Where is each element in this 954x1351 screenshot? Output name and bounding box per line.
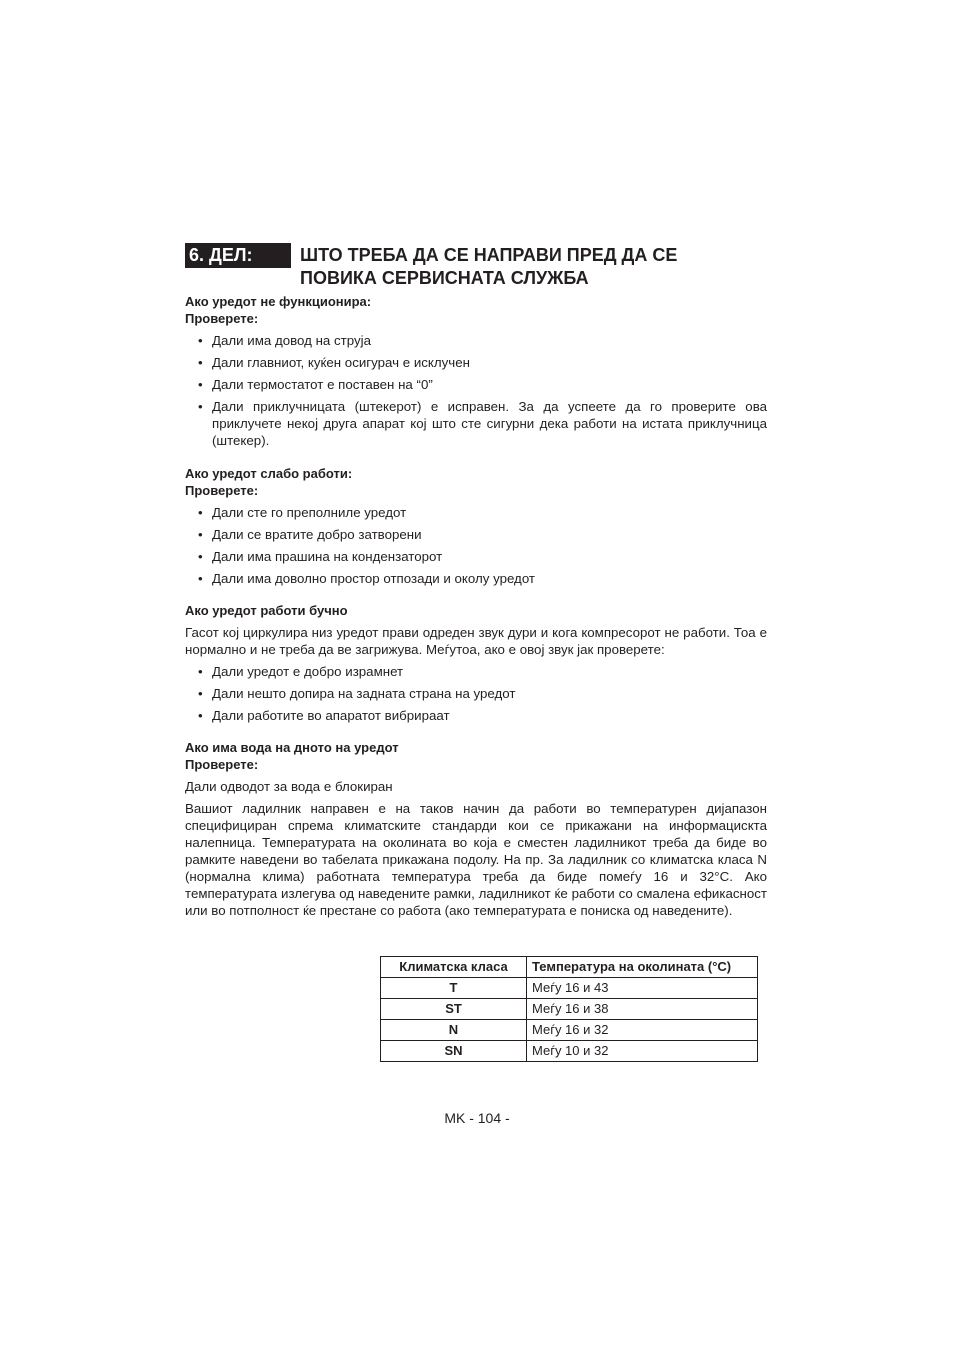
check-line: Дали одводот за вода е блокиран bbox=[185, 779, 393, 794]
list-item: • Дали сте го преполниле уредот bbox=[198, 505, 407, 520]
climate-class-cell: N bbox=[381, 1020, 527, 1041]
bullet-icon: • bbox=[198, 708, 203, 723]
bullet-icon: • bbox=[198, 505, 203, 520]
bullet-icon: • bbox=[198, 686, 203, 701]
section-title-line: ПОВИКА СЕРВИСНАТА СЛУЖБА bbox=[300, 268, 589, 288]
list-item: • Дали има доволно простор отпозади и околу уредот bbox=[198, 571, 536, 586]
list-item: • Дали има довод на струја bbox=[198, 333, 371, 348]
section-title bbox=[300, 244, 770, 290]
bullet-icon: • bbox=[198, 355, 203, 370]
table-row bbox=[381, 978, 758, 999]
column-header-climate-class: Климатска класа bbox=[381, 957, 527, 978]
table-row bbox=[381, 999, 758, 1020]
checklist bbox=[185, 332, 767, 449]
column-header-temperature: Температура на околината (°C) bbox=[527, 957, 758, 978]
checklist bbox=[185, 663, 767, 724]
bullet-icon: • bbox=[198, 664, 203, 679]
bullet-icon: • bbox=[198, 527, 203, 542]
list-item: • Дали нешто допира на задната страна на уредот bbox=[198, 686, 516, 701]
list-item: • Дали главниот, куќен осигурач е исклучен bbox=[198, 355, 470, 370]
temperature-range-cell: Меѓу 10 и 32 bbox=[527, 1041, 758, 1062]
subheading: Ако уредот работи бучно bbox=[185, 603, 348, 618]
subheading: Ако уредот не функционира: bbox=[185, 294, 372, 309]
section-not-working bbox=[185, 293, 767, 449]
list-item: • Дали работите во апаратот вибрираат bbox=[198, 708, 450, 723]
list-item: • Дали има прашина на кондензаторот bbox=[198, 549, 443, 564]
temperature-range-cell: Меѓу 16 и 32 bbox=[527, 1020, 758, 1041]
bullet-icon: • bbox=[198, 571, 203, 586]
check-label: Проверете: bbox=[185, 483, 259, 498]
bullet-icon: • bbox=[198, 333, 203, 348]
section-weak-operation bbox=[185, 465, 767, 587]
check-label: Проверете: bbox=[185, 757, 259, 772]
list-item: • Дали уредот е добро израмнет bbox=[198, 664, 404, 679]
bullet-icon: • bbox=[198, 377, 203, 392]
section-water-bottom bbox=[185, 739, 767, 919]
document-page bbox=[185, 243, 767, 919]
climate-class-cell: ST bbox=[381, 999, 527, 1020]
section-number-badge: 6. ДЕЛ: bbox=[185, 243, 291, 268]
subheading: Ако уредот слабо работи: bbox=[185, 466, 353, 481]
climate-class-table bbox=[380, 956, 758, 1062]
list-item: • Дали приклучницата (штекерот) е исправен. За да успеете да го проверите ова приклучете некој друга апарат кој што сте сигурни дека работи на истата приклучница (штекер). bbox=[198, 399, 767, 448]
table-row bbox=[381, 1041, 758, 1062]
list-item: • Дали термостатот е поставен на “0” bbox=[198, 377, 433, 392]
climate-class-cell: SN bbox=[381, 1041, 527, 1062]
intro-paragraph: Гасот кој циркулира низ уредот прави одреден звук дури и кога компресорот не работи. Тоа е нормално и не треба да ве загрижува. Меѓутоа, ако е овој звук јак проверете: bbox=[185, 625, 767, 657]
checklist bbox=[185, 504, 767, 587]
temperature-range-cell: Меѓу 16 и 43 bbox=[527, 978, 758, 999]
section-header bbox=[185, 243, 767, 293]
section-noisy-operation bbox=[185, 602, 767, 724]
check-label: Проверете: bbox=[185, 311, 259, 326]
bullet-icon: • bbox=[198, 549, 203, 564]
subheading: Ако има вода на дното на уредот bbox=[185, 740, 399, 755]
section-title-line: ШТО ТРЕБА ДА СЕ НАПРАВИ ПРЕД ДА СЕ bbox=[300, 245, 678, 265]
climate-class-cell: T bbox=[381, 978, 527, 999]
page-footer: MK - 104 - bbox=[444, 1110, 510, 1126]
climate-paragraph: Вашиот ладилник направен е на таков начин да работи во температурен дијапазон специфициран спрема климатските стандарди кои се прикажани на информацискта налепница. Температурата на околината во која е сместен ладилникот треба да биде во рамките наведени во табелата прикажана подолу. На пр. За ладилник со климатска класа N (нормална клима) работната температура треба да биде помеѓу 16 и 32°C. Ако температурата излегува од наведените рамки, ладилникот ќе работи со смалена ефикасност или во потполност ќе престане со работа (ако температурата е пониска од наведените). bbox=[185, 801, 767, 918]
bullet-icon: • bbox=[198, 399, 203, 414]
table-header-row bbox=[381, 957, 758, 978]
temperature-range-cell: Меѓу 16 и 38 bbox=[527, 999, 758, 1020]
table-row bbox=[381, 1020, 758, 1041]
list-item: • Дали се вратите добро затворени bbox=[198, 527, 422, 542]
